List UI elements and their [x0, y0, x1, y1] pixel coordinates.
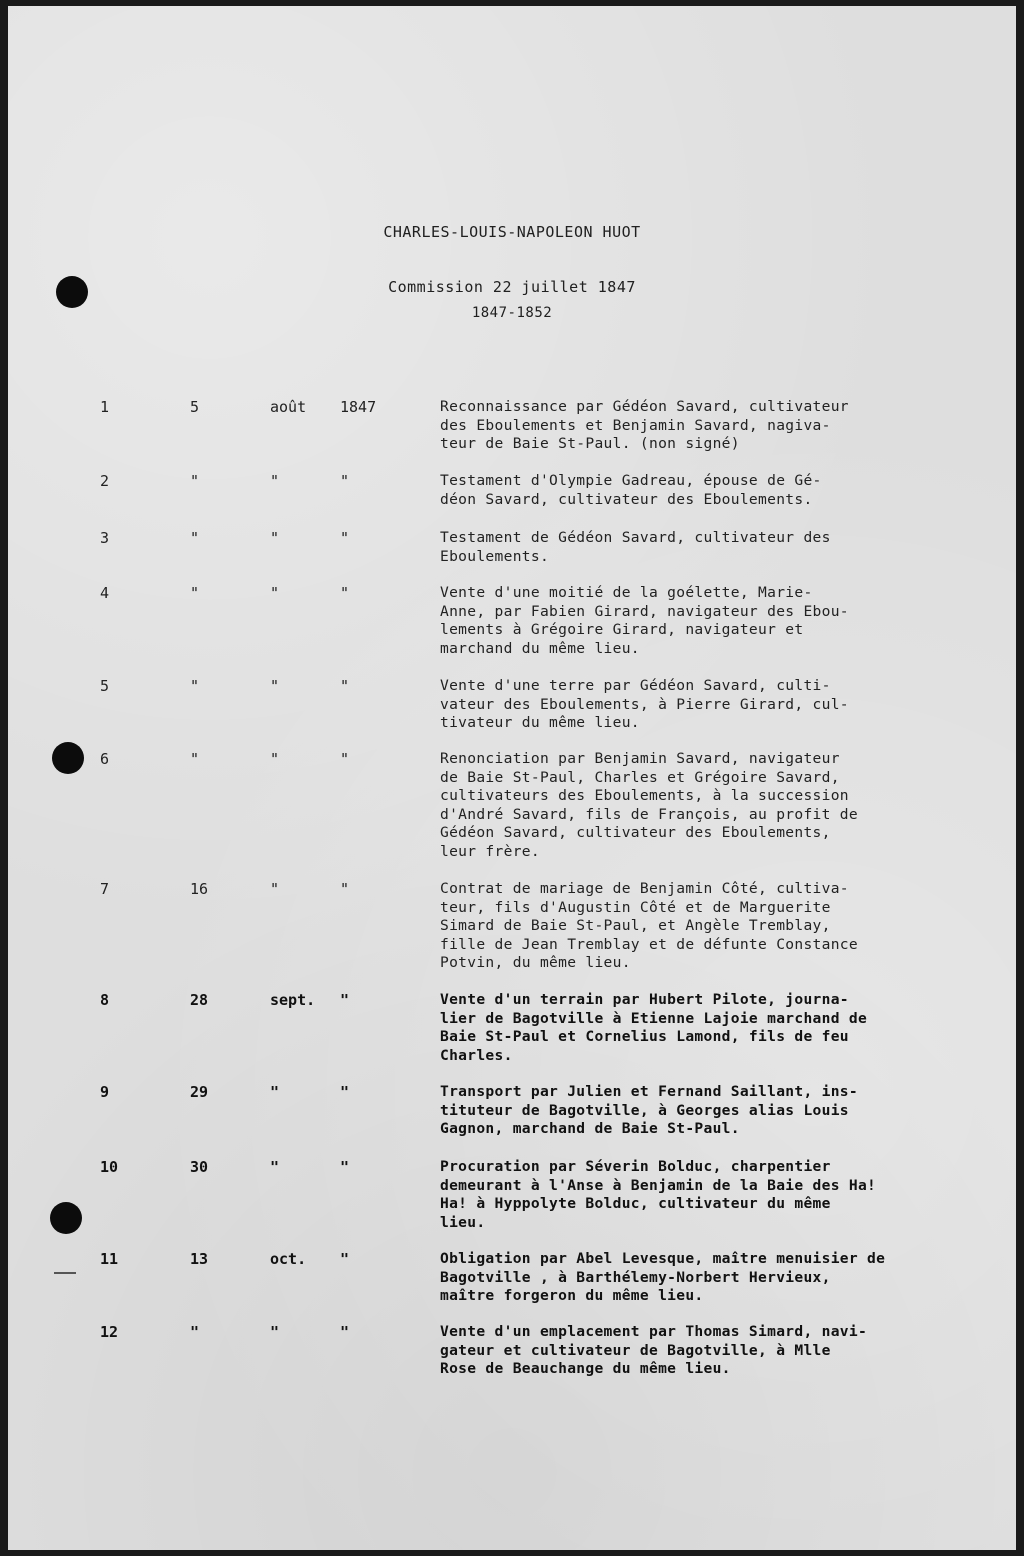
entry-number: 2	[100, 472, 110, 490]
entry-number: 1	[100, 398, 110, 416]
description-line: Vente d'une moitié de la goélette, Marie-	[440, 584, 813, 601]
entry-number: 7	[100, 880, 110, 898]
entry-day: "	[190, 677, 200, 695]
entry-month: "	[270, 1083, 280, 1101]
description-line: Vente d'un terrain par Hubert Pilote, journa-	[440, 991, 849, 1008]
description-line: marchand du même lieu.	[440, 639, 640, 657]
entry-description	[440, 677, 849, 733]
entry-description	[440, 1250, 885, 1306]
entry-month: août	[270, 398, 307, 416]
description-line: Potvin, du même lieu.	[440, 954, 631, 971]
description-line: Transport par Julien et Fernand Saillant, ins-	[440, 1083, 858, 1100]
description-line: demeurant à l'Anse à Benjamin de la Baie des Ha!	[440, 1176, 877, 1194]
entry-month: "	[270, 880, 280, 898]
entry-year: "	[340, 1323, 350, 1341]
punch-hole-middle	[52, 742, 84, 774]
entry-description	[440, 991, 867, 1065]
entry-number: 3	[100, 529, 110, 547]
description-line: lements à Grégoire Girard, navigateur et	[440, 621, 804, 638]
entry-description	[440, 750, 858, 861]
entry-description	[440, 1158, 876, 1232]
entry-number: 8	[100, 991, 110, 1009]
entry-month: "	[270, 677, 280, 695]
year-range: 1847-1852	[471, 305, 553, 321]
entry-year: "	[340, 1083, 350, 1101]
entry-month: "	[270, 472, 280, 490]
punch-hole-bottom	[50, 1202, 82, 1234]
entry-year: "	[340, 1158, 350, 1176]
entry-year: "	[340, 529, 350, 547]
description-line: tivateur du même lieu.	[440, 714, 640, 731]
description-line: d'André Savard, fils de François, au profit de	[440, 805, 858, 823]
entry-year: "	[340, 880, 350, 898]
entry-description	[440, 1323, 867, 1379]
entry-month: "	[270, 584, 280, 602]
entry-number: 10	[100, 1158, 119, 1176]
entry-description	[440, 398, 849, 454]
description-line: Gédéon Savard, cultivateur des Eboulements,	[440, 824, 831, 841]
entry-day: 29	[190, 1083, 209, 1101]
description-line: Procuration par Séverin Bolduc, charpentier	[440, 1158, 831, 1175]
description-line: Obligation par Abel Levesque, maître menuisier de	[440, 1250, 886, 1267]
entry-description	[440, 529, 831, 566]
entry-number: 6	[100, 750, 110, 768]
description-line: Bagotville , à Barthélemy-Norbert Hervieux,	[440, 1268, 831, 1286]
description-line: Rose de Beauchange du même lieu.	[440, 1360, 731, 1377]
margin-dash	[54, 1272, 76, 1274]
entry-description	[440, 880, 858, 973]
description-line: des Eboulements et Benjamin Savard, nagiva-	[440, 416, 831, 434]
entry-number: 12	[100, 1323, 119, 1341]
entry-month: sept.	[270, 991, 316, 1009]
notary-name: CHARLES-LOUIS-NAPOLEON HUOT	[383, 223, 641, 241]
description-line: lier de Bagotville à Etienne Lajoie marchand de	[440, 1009, 868, 1027]
entry-year: 1847	[340, 398, 377, 416]
description-line: tituteur de Bagotville, à Georges alias Louis	[440, 1101, 849, 1119]
entry-year: "	[340, 584, 350, 602]
entry-day: "	[190, 750, 200, 768]
description-line: vateur des Eboulements, à Pierre Girard, cul-	[440, 695, 849, 713]
description-line: cultivateurs des Eboulements, à la succession	[440, 787, 849, 804]
entry-day: 30	[190, 1158, 209, 1176]
entry-month: oct.	[270, 1250, 307, 1268]
description-line: leur frère.	[440, 842, 540, 860]
description-line: Testament d'Olympie Gadreau, épouse de Gé-	[440, 472, 822, 489]
entry-month: "	[270, 750, 280, 768]
entry-year: "	[340, 991, 350, 1009]
entry-number: 9	[100, 1083, 110, 1101]
description-line: Simard de Baie St-Paul, et Angèle Tremblay,	[440, 917, 831, 934]
description-line: Eboulements.	[440, 547, 550, 565]
description-line: gateur et cultivateur de Bagotville, à Mlle	[440, 1341, 831, 1359]
entry-day: "	[190, 472, 200, 490]
description-line: Vente d'un emplacement par Thomas Simard, navi-	[440, 1323, 868, 1340]
entry-number: 4	[100, 584, 110, 602]
entry-number: 11	[100, 1250, 119, 1268]
entry-number: 5	[100, 677, 110, 695]
entry-description	[440, 1083, 858, 1139]
description-line: Reconnaissance par Gédéon Savard, cultivateur	[440, 398, 849, 415]
description-line: Renonciation par Benjamin Savard, navigateur	[440, 750, 840, 767]
entry-month: "	[270, 1158, 280, 1176]
commission-date: Commission 22 juillet 1847	[388, 278, 636, 296]
description-line: teur de Baie St-Paul. (non signé)	[440, 435, 740, 452]
description-line: Gagnon, marchand de Baie St-Paul.	[440, 1120, 740, 1137]
entry-year: "	[340, 1250, 350, 1268]
entry-month: "	[270, 529, 280, 547]
entry-day: "	[190, 1323, 200, 1341]
entry-year: "	[340, 472, 350, 490]
description-line: déon Savard, cultivateur des Eboulements.	[440, 490, 813, 508]
entry-year: "	[340, 750, 350, 768]
entry-day: 5	[190, 398, 200, 416]
description-line: Baie St-Paul et Cornelius Lamond, fils de feu	[440, 1028, 849, 1045]
description-line: Contrat de mariage de Benjamin Côté, cultiva-	[440, 880, 849, 897]
description-line: Vente d'une terre par Gédéon Savard, culti-	[440, 677, 831, 694]
entry-day: "	[190, 584, 200, 602]
description-line: de Baie St-Paul, Charles et Grégoire Savard,	[440, 768, 840, 786]
description-line: lieu.	[440, 1213, 486, 1231]
entry-month: "	[270, 1323, 280, 1341]
description-line: Testament de Gédéon Savard, cultivateur des	[440, 529, 831, 546]
entry-day: 16	[190, 880, 209, 898]
entry-day: "	[190, 529, 200, 547]
description-line: teur, fils d'Augustin Côté et de Marguerite	[440, 898, 831, 916]
description-line: fille de Jean Tremblay et de défunte Constance	[440, 935, 858, 953]
description-line: Charles.	[440, 1046, 513, 1064]
entry-day: 28	[190, 991, 209, 1009]
entry-description	[440, 584, 849, 658]
entry-description	[440, 472, 822, 509]
description-line: Ha! à Hyppolyte Bolduc, cultivateur du même	[440, 1195, 831, 1212]
entry-year: "	[340, 677, 350, 695]
description-line: Anne, par Fabien Girard, navigateur des Ebou-	[440, 602, 849, 620]
entry-day: 13	[190, 1250, 209, 1268]
description-line: maître forgeron du même lieu.	[440, 1287, 704, 1304]
